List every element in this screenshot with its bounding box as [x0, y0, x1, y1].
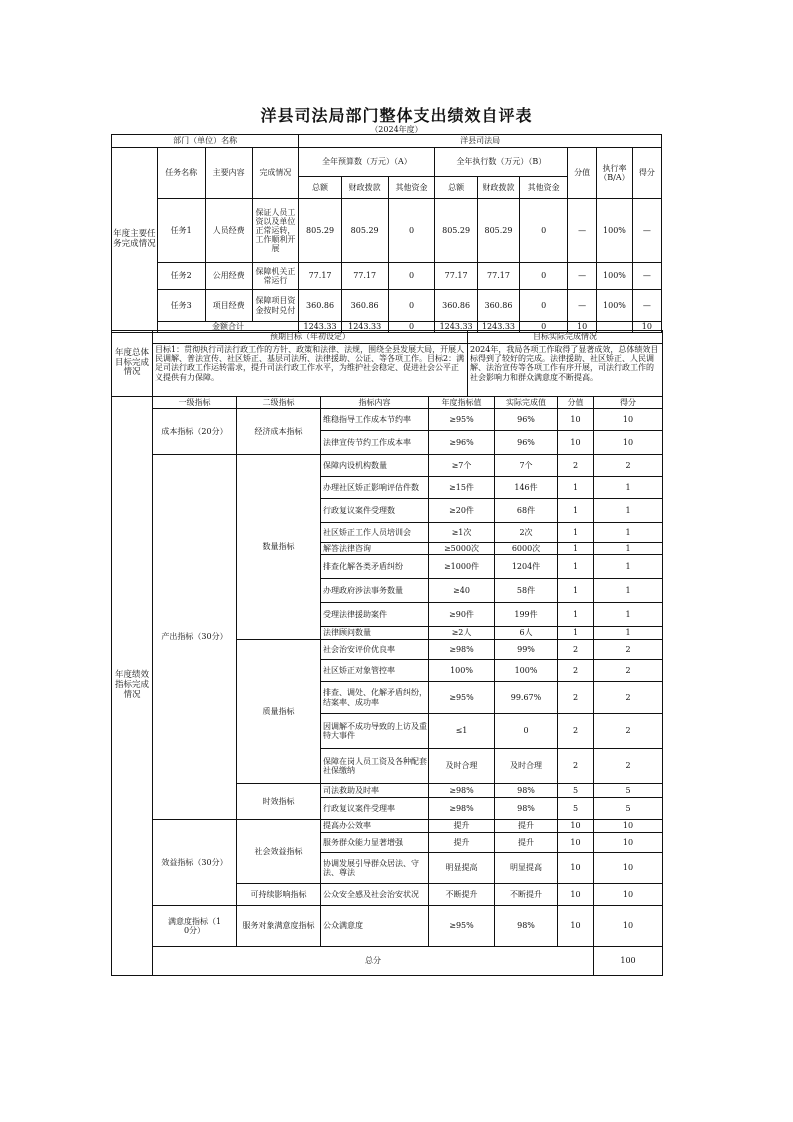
- level2-social-benefit: 社会效益指标: [237, 820, 321, 884]
- indicator-score: 1: [594, 579, 663, 603]
- indicator-actual: 提升: [495, 833, 558, 853]
- indicator-actual: 99.67%: [495, 682, 558, 714]
- indicator-score: 10: [594, 906, 663, 947]
- indicator-value: 10: [558, 820, 594, 833]
- indicator-content: 因调解不成功导致的上访及重特大事件: [321, 714, 429, 749]
- indicator-actual: 6人: [495, 627, 558, 640]
- indicator-content: 服务群众能力显著增强: [321, 833, 429, 853]
- level2-economic-cost: 经济成本指标: [237, 409, 321, 455]
- task-status: 保证人员工资以及单位正常运转，工作顺利开展: [252, 199, 299, 263]
- indicator-target: ≥98%: [429, 784, 495, 798]
- indicator-actual: 96%: [495, 409, 558, 431]
- page-subtitle: （2024年度）: [370, 125, 423, 134]
- header-actual-completion: 目标实际完成情况: [468, 331, 663, 344]
- indicator-content: 解答法律咨询: [321, 543, 429, 555]
- indicator-content: 办理社区矫正影响评估件数: [321, 477, 429, 499]
- indicator-content: 社区矫正对象管控率: [321, 660, 429, 682]
- indicator-score: 10: [594, 409, 663, 431]
- score: —: [632, 290, 661, 322]
- header-score: 得分: [594, 397, 663, 409]
- indicator-content: 排查、调处、化解矛盾纠纷，结案率、成功率: [321, 682, 429, 714]
- indicator-value: 2: [558, 682, 594, 714]
- indicator-value: 1: [558, 579, 594, 603]
- indicator-actual: 96%: [495, 431, 558, 455]
- exec-fiscal: 77.17: [477, 263, 519, 290]
- level2-quality: 质量指标: [237, 640, 321, 784]
- indicator-score: 10: [594, 884, 663, 906]
- indicator-target: ≥98%: [429, 640, 495, 660]
- task-content: 人员经费: [205, 199, 252, 263]
- indicator-content: 社会治安评价优良率: [321, 640, 429, 660]
- budget-fiscal: 360.86: [341, 290, 388, 322]
- header-task-name: 任务名称: [157, 148, 205, 199]
- exec-total: 77.17: [435, 263, 477, 290]
- expected-goal-text: 目标1：贯彻执行司法行政工作的方针、政策和法律、法规，围绕全县发展大局，开展人民调解、普法宣传、社区矫正、基层司法所、法律援助、公证、等各项工作。目标2：满足司法行政工作运转需求，提升司法行政工作水平，为维护社会稳定、促进社会公平正义提供有力保障。: [153, 344, 468, 397]
- indicator-target: ≥95%: [429, 682, 495, 714]
- indicator-value: 1: [558, 627, 594, 640]
- indicator-value: 10: [558, 409, 594, 431]
- header-score: 得分: [632, 148, 661, 199]
- indicator-target: 不断提升: [429, 884, 495, 906]
- total-exec-other: 0: [520, 322, 568, 333]
- level2-sustainable-impact: 可持续影响指标: [237, 884, 321, 906]
- indicator-target: 100%: [429, 660, 495, 682]
- total-budget-total: 1243.33: [299, 322, 341, 333]
- total-score-value: 10: [568, 322, 597, 333]
- indicator-target: ≥98%: [429, 798, 495, 820]
- indicator-score: 2: [594, 714, 663, 749]
- indicator-target: ≥95%: [429, 906, 495, 947]
- indicator-value: 1: [558, 477, 594, 499]
- exec-other: 0: [520, 290, 568, 322]
- total-score: 10: [632, 322, 661, 333]
- indicator-score: 2: [594, 749, 663, 784]
- level1-output: 产出指标（30分）: [153, 455, 237, 820]
- dept-label: 部门（单位）名称: [112, 135, 299, 148]
- indicator-target: ≥15件: [429, 477, 495, 499]
- indicator-score: 1: [594, 523, 663, 543]
- score-value: —: [568, 290, 597, 322]
- indicator-content: 公众满意度: [321, 906, 429, 947]
- level1-benefit: 效益指标（30分）: [153, 820, 237, 906]
- indicator-score: 1: [594, 555, 663, 579]
- level1-cost: 成本指标（20分）: [153, 409, 237, 455]
- indicator-actual: 1204件: [495, 555, 558, 579]
- indicator-target: ≥7个: [429, 455, 495, 477]
- header-completion-status: 完成情况: [252, 148, 299, 199]
- indicator-score: 5: [594, 784, 663, 798]
- execution-rate: 100%: [597, 263, 633, 290]
- budget-total: 805.29: [299, 199, 341, 263]
- task-content: 项目经费: [205, 290, 252, 322]
- task-name: 任务1: [157, 199, 205, 263]
- grand-total-label: 总分: [153, 947, 594, 976]
- indicator-score: 1: [594, 627, 663, 640]
- task-status: 保障项目资金按时兑付: [252, 290, 299, 322]
- level2-service-satisfaction: 服务对象满意度指标: [237, 906, 321, 947]
- header-level1: 一级指标: [153, 397, 237, 409]
- score-value: —: [568, 199, 597, 263]
- total-exec-fiscal: 1243.33: [477, 322, 519, 333]
- exec-other: 0: [520, 263, 568, 290]
- indicator-score: 1: [594, 499, 663, 523]
- task-table: [111, 134, 662, 333]
- indicator-content: 受理法律援助案件: [321, 603, 429, 627]
- exec-fiscal: 805.29: [477, 199, 519, 263]
- indicator-score: 1: [594, 477, 663, 499]
- indicator-score: 2: [594, 640, 663, 660]
- indicator-value: 10: [558, 884, 594, 906]
- indicator-actual: 6000次: [495, 543, 558, 555]
- indicator-content: 维稳指导工作成本节约率: [321, 409, 429, 431]
- indicator-value: 10: [558, 853, 594, 884]
- indicator-value: 1: [558, 499, 594, 523]
- indicator-content: 提高办公效率: [321, 820, 429, 833]
- grand-total-row: [112, 947, 663, 976]
- indicator-actual: 99%: [495, 640, 558, 660]
- total-label: 金额合计: [157, 322, 299, 333]
- level1-satisfaction: 满意度指标（10分）: [153, 906, 237, 947]
- level2-quantity: 数量指标: [237, 455, 321, 640]
- grand-total-value: 100: [594, 947, 663, 976]
- indicator-content: 公众安全感及社会治安状况: [321, 884, 429, 906]
- indicator-actual: 146件: [495, 477, 558, 499]
- indicator-content: 法律顾问数量: [321, 627, 429, 640]
- indicator-value: 2: [558, 660, 594, 682]
- indicator-value: 2: [558, 749, 594, 784]
- table-row: [112, 263, 662, 290]
- performance-table: [111, 396, 663, 976]
- indicator-actual: 68件: [495, 499, 558, 523]
- table-row: [112, 820, 663, 833]
- indicator-target: ≥1次: [429, 523, 495, 543]
- goal-table: [111, 330, 663, 397]
- indicator-content: 司法救助及时率: [321, 784, 429, 798]
- indicator-target: ≥90件: [429, 603, 495, 627]
- header-execution-rate: 执行率（B/A）: [597, 148, 633, 199]
- header-value: 分值: [558, 397, 594, 409]
- indicator-target: ≥40: [429, 579, 495, 603]
- indicator-target: 提升: [429, 833, 495, 853]
- header-main-content: 主要内容: [205, 148, 252, 199]
- indicator-actual: 提升: [495, 820, 558, 833]
- exec-total: 360.86: [435, 290, 477, 322]
- execution-rate: 100%: [597, 199, 633, 263]
- indicator-content: 排查化解各类矛盾纠纷: [321, 555, 429, 579]
- table-row: [112, 409, 663, 431]
- indicator-value: 10: [558, 431, 594, 455]
- indicator-value: 1: [558, 555, 594, 579]
- perf-section-label: 年度绩效指标完成情况: [112, 397, 153, 976]
- indicator-actual: 7个: [495, 455, 558, 477]
- exec-total: 805.29: [435, 199, 477, 263]
- header-exec-fiscal: 财政拨款: [477, 177, 519, 199]
- indicator-value: 10: [558, 833, 594, 853]
- indicator-content: 社区矫正工作人员培训会: [321, 523, 429, 543]
- task-name: 任务3: [157, 290, 205, 322]
- table-row: [112, 455, 663, 477]
- indicator-score: 1: [594, 603, 663, 627]
- total-budget-fiscal: 1243.33: [341, 322, 388, 333]
- indicator-value: 5: [558, 798, 594, 820]
- level2-timeliness: 时效指标: [237, 784, 321, 820]
- indicator-actual: 98%: [495, 798, 558, 820]
- header-budget-other: 其他资金: [388, 177, 435, 199]
- header-budget-fiscal: 财政拨款: [341, 177, 388, 199]
- indicator-score: 10: [594, 833, 663, 853]
- goal-section-label: 年度总体目标完成情况: [112, 331, 153, 397]
- indicator-value: 1: [558, 523, 594, 543]
- header-indicator: 指标内容: [321, 397, 429, 409]
- indicator-actual: 58件: [495, 579, 558, 603]
- table-row: [112, 906, 663, 947]
- task-status: 保障机关正常运行: [252, 263, 299, 290]
- indicator-actual: 不断提升: [495, 884, 558, 906]
- indicator-value: 2: [558, 714, 594, 749]
- indicator-value: 1: [558, 543, 594, 555]
- exec-other: 0: [520, 199, 568, 263]
- budget-other: 0: [388, 263, 435, 290]
- header-annual-execution: 全年执行数（万元）（B）: [435, 148, 568, 177]
- indicator-value: 2: [558, 640, 594, 660]
- page-title: 洋县司法局部门整体支出绩效自评表: [260, 106, 533, 125]
- score-value: —: [568, 263, 597, 290]
- indicator-target: ≥2人: [429, 627, 495, 640]
- actual-completion-text: 2024年，我局各项工作取得了显著成效，总体绩效目标得到了较好的完成。法律援助、社区矫正、人民调解、法治宣传等各项工作有序开展，司法行政工作的社会影响力和群众满意度不断提高。: [468, 344, 663, 397]
- header-exec-total: 总额: [435, 177, 477, 199]
- execution-rate: 100%: [597, 290, 633, 322]
- indicator-target: 及时合理: [429, 749, 495, 784]
- indicator-target: ≥1000件: [429, 555, 495, 579]
- indicator-score: 10: [594, 431, 663, 455]
- indicator-value: 10: [558, 906, 594, 947]
- indicator-actual: 98%: [495, 784, 558, 798]
- indicator-score: 2: [594, 660, 663, 682]
- header-exec-other: 其他资金: [520, 177, 568, 199]
- indicator-actual: 2次: [495, 523, 558, 543]
- indicator-score: 2: [594, 455, 663, 477]
- indicator-content: 行政复议案件受理率: [321, 798, 429, 820]
- indicator-score: 5: [594, 798, 663, 820]
- indicator-target: 提升: [429, 820, 495, 833]
- header-annual-budget: 全年预算数（万元）（A）: [299, 148, 435, 177]
- score: —: [632, 263, 661, 290]
- indicator-score: 1: [594, 543, 663, 555]
- indicator-content: 行政复议案件受理数: [321, 499, 429, 523]
- dept-value: 洋县司法局: [299, 135, 662, 148]
- indicator-content: 办理政府涉法事务数量: [321, 579, 429, 603]
- header-level2: 二级指标: [237, 397, 321, 409]
- indicator-actual: 100%: [495, 660, 558, 682]
- task-name: 任务2: [157, 263, 205, 290]
- indicator-score: 10: [594, 820, 663, 833]
- header-expected-goal: 预期目标（年初设定）: [153, 331, 468, 344]
- indicator-content: 协调发展引导群众居法、守法、尊法: [321, 853, 429, 884]
- indicator-target: ≤1: [429, 714, 495, 749]
- indicator-value: 1: [558, 603, 594, 627]
- indicator-target: ≥95%: [429, 409, 495, 431]
- indicator-value: 2: [558, 455, 594, 477]
- table-row: [112, 290, 662, 322]
- indicator-target: ≥96%: [429, 431, 495, 455]
- total-budget-other: 0: [388, 322, 435, 333]
- total-exec-total: 1243.33: [435, 322, 477, 333]
- header-budget-total: 总额: [299, 177, 341, 199]
- budget-fiscal: 805.29: [341, 199, 388, 263]
- header-actual: 实际完成值: [495, 397, 558, 409]
- indicator-target: ≥20件: [429, 499, 495, 523]
- indicator-value: 5: [558, 784, 594, 798]
- indicator-content: 保障内设机构数量: [321, 455, 429, 477]
- task-section-label: 年度主要任务完成情况: [112, 148, 158, 333]
- indicator-actual: 明显提高: [495, 853, 558, 884]
- table-row: [112, 199, 662, 263]
- indicator-actual: 及时合理: [495, 749, 558, 784]
- score: —: [632, 199, 661, 263]
- indicator-actual: 98%: [495, 906, 558, 947]
- indicator-score: 2: [594, 682, 663, 714]
- indicator-target: ≥5000次: [429, 543, 495, 555]
- indicator-content: 法律宣传节约工作成本率: [321, 431, 429, 455]
- indicator-score: 10: [594, 853, 663, 884]
- header-score-value: 分值: [568, 148, 597, 199]
- budget-other: 0: [388, 290, 435, 322]
- budget-total: 360.86: [299, 290, 341, 322]
- exec-fiscal: 360.86: [477, 290, 519, 322]
- indicator-actual: 0: [495, 714, 558, 749]
- budget-total: 77.17: [299, 263, 341, 290]
- budget-other: 0: [388, 199, 435, 263]
- header-target: 年度指标值: [429, 397, 495, 409]
- budget-fiscal: 77.17: [341, 263, 388, 290]
- indicator-content: 保障在岗人员工资及各种配套社保缴纳: [321, 749, 429, 784]
- indicator-target: 明显提高: [429, 853, 495, 884]
- indicator-actual: 199件: [495, 603, 558, 627]
- task-content: 公用经费: [205, 263, 252, 290]
